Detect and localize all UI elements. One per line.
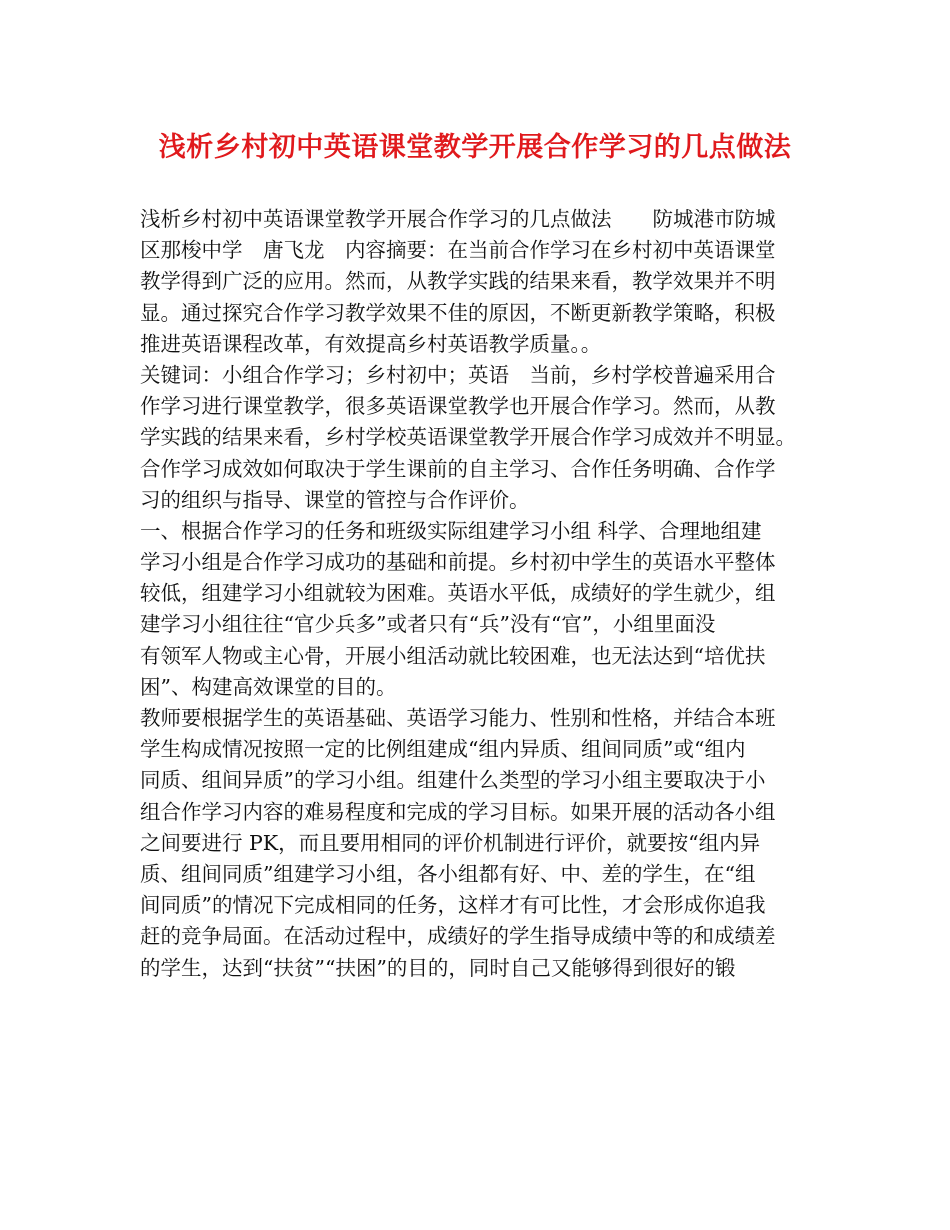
body-line: 建学习小组往往“官少兵多”或者只有“兵”没有“官”，小组里面没 <box>140 612 716 637</box>
body-line: 间同质”的情况下完成相同的任务，这样才有可比性，才会形成你追我 <box>140 893 766 918</box>
document-body <box>140 204 830 984</box>
body-line: 推进英语课程改革，有效提高乡村英语教学质量。。 <box>140 331 602 356</box>
body-line: 赶的竞争局面。在活动过程中，成绩好的学生指导成绩中等的和成绩差 <box>140 924 776 949</box>
body-line: 学生构成情况按照一定的比例组建成“组内异质、组间同质”或“组内 <box>140 737 746 762</box>
body-line: 一、根据合作学习的任务和班级实际组建学习小组 科学、合理地组建 <box>140 518 762 543</box>
body-line: 同质、组间异质”的学习小组。组建什么类型的学习小组主要取决于小 <box>140 768 766 793</box>
body-line: 学习小组是合作学习成功的基础和前提。乡村初中学生的英语水平整体 <box>140 550 776 575</box>
body-line: 教师要根据学生的英语基础、英语学习能力、性别和性格，并结合本班 <box>140 706 776 730</box>
body-line: 较低，组建学习小组就较为困难。英语水平低，成绩好的学生就少，组 <box>140 581 776 606</box>
body-line: 的学生，达到“扶贫”“扶困”的目的，同时自己又能够得到很好的锻 <box>140 955 736 980</box>
body-line: 区那梭中学 唐飞龙 内容摘要：在当前合作学习在乡村初中英语课堂 <box>140 238 776 263</box>
body-line: 之间要进行 PK，而且要用相同的评价机制进行评价，就要按“组内异 <box>140 830 761 855</box>
body-line: 关键词：小组合作学习；乡村初中；英语 当前，乡村学校普遍采用合 <box>140 362 776 387</box>
body-line: 教学得到广泛的应用。然而，从教学实践的结果来看，教学效果并不明 <box>140 269 776 294</box>
body-line: 合作学习成效如何取决于学生课前的自主学习、合作任务明确、合作学 <box>140 456 776 481</box>
document-title: 浅析乡村初中英语课堂教学开展合作学习的几点做法 <box>158 132 792 163</box>
body-line: 困”、构建高效课堂的目的。 <box>140 674 397 699</box>
body-line: 浅析乡村初中英语课堂教学开展合作学习的几点做法 防城港市防城 <box>140 207 776 231</box>
body-line: 组合作学习内容的难易程度和完成的学习目标。如果开展的活动各小组 <box>140 799 776 824</box>
body-line: 有领军人物或主心骨，开展小组活动就比较困难，也无法达到“培优扶 <box>140 643 766 668</box>
body-line: 学实践的结果来看，乡村学校英语课堂教学开展合作学习成效并不明显。 <box>140 425 796 450</box>
body-line: 作学习进行课堂教学，很多英语课堂教学也开展合作学习。然而，从教 <box>140 394 776 419</box>
body-line: 习的组织与指导、课堂的管控与合作评价。 <box>140 487 530 512</box>
body-line: 质、组间同质”组建学习小组，各小组都有好、中、差的学生，在“组 <box>140 861 756 886</box>
body-line: 显。通过探究合作学习教学效果不佳的原因，不断更新教学策略，积极 <box>140 300 776 325</box>
